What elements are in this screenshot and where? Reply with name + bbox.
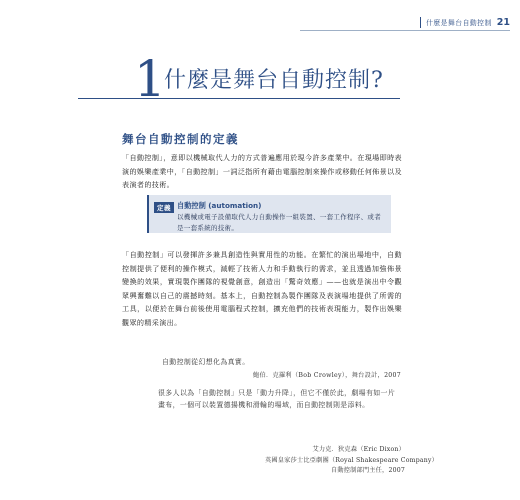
definition-label: 定義 (154, 202, 174, 213)
quote-2-attribution-name: 艾力克．狄克森（Eric Dixon） (312, 446, 405, 453)
definition-term: 自動控制 (automation) (177, 201, 262, 210)
quote-2-text: 很多人以為「自動控制」只是「動力升降」，但它不僅於此，劇場有如一片畫布，一個可以裝置德揚機和滑輪的場域，而自動控制則是添料。 (158, 389, 396, 409)
running-header (300, 14, 510, 31)
quote-2-attribution-org: 英國皇家莎士比亞劇團（Royal Shakespeare Company） (265, 456, 439, 464)
chapter-title: 什麼是舞台自動控制? (164, 68, 384, 93)
paragraph-body: 「自動控制」可以發揮許多兼具創造性與實用性的功能。在繁忙的演出場地中，自動控制提供了便利的操作模式，減輕了技術人力和手動執行的需求，並且透過加強佈景變換的效果，實現製作團隊的視覺創意，創造出「驚奇效應」——也就是演出中令觀眾興奮難以自己的震撼時刻。基本上，自動控制為製作團隊及表演場地提供了所需的工具，以便於在舞台前後使用電腦程式控制，擴充他們的技術表現能力，製作出娛樂觀眾的精采演出。 (122, 250, 402, 327)
quote-2-attribution (265, 445, 439, 477)
chapter-number: 1 (134, 50, 166, 108)
quote-1-text: 自動控制從幻想化為真實。 (162, 358, 250, 366)
paragraph-intro: 「自動控制」，意即以機械取代人力的方式普遍應用於現今許多產業中。在現場即時表演的娛樂產業中，「自動控制」一詞泛指所有藉由電腦控制來操作或移動任何佈景以及表演者的技術。 (122, 153, 402, 190)
section-title: 舞台自動控制的定義 (122, 132, 239, 146)
running-title: 什麼是舞台自動控制 (426, 19, 492, 27)
definition-box (147, 195, 391, 233)
page-number: 21 (496, 16, 510, 28)
quote-1-attribution: 鮑伯．克羅利（Bob Crowley），舞台設計，2007 (253, 372, 402, 379)
definition-text: 以機械或電子設備取代人力自動操作一組裝置、一套工作程序、或者是一套系統的技術。 (177, 213, 381, 232)
quote-2-attribution-role: 自動控制部門主任，2007 (330, 467, 405, 474)
header-separator (420, 17, 421, 28)
chapter-rule (78, 98, 400, 99)
